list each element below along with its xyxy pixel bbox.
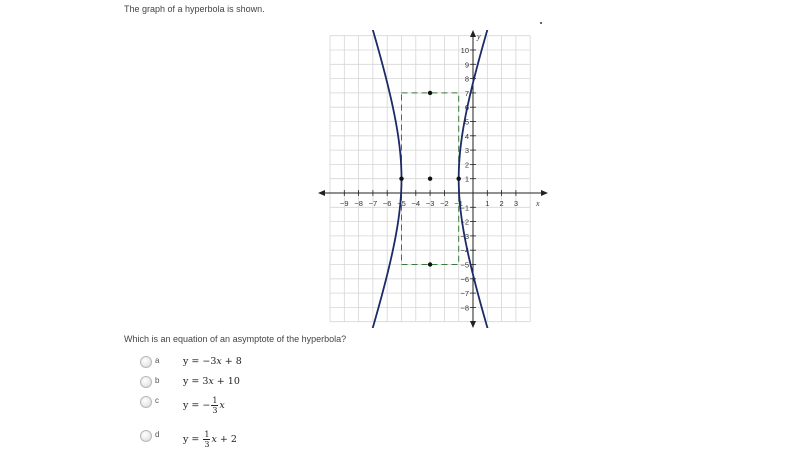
data-point (428, 262, 432, 266)
choice-d-radio[interactable] (140, 430, 152, 442)
choice-c-fraction: $\frac{1}{3}$ (212, 396, 218, 415)
y-tick-label: −8 (460, 303, 469, 313)
y-axis-arrow-up (470, 30, 476, 37)
x-tick-label: −6 (382, 199, 392, 208)
y-tick-label: 8 (464, 74, 469, 84)
x-tick-label: −8 (354, 199, 363, 208)
choice-d-equation: y = $\frac{1}{3}$ x + 2 (183, 430, 237, 449)
prompt-text: The graph of a hyperbola is shown. (124, 4, 265, 14)
data-point (428, 91, 432, 95)
x-tick-label: −4 (411, 199, 421, 208)
x-tick-label: 1 (485, 199, 490, 208)
x-axis-label: x (536, 199, 540, 208)
y-tick-label: 7 (464, 88, 469, 98)
y-tick-label: −6 (460, 274, 469, 284)
x-tick-label: 3 (513, 199, 518, 208)
y-tick-label: 10 (460, 46, 469, 55)
x-tick-label: 2 (499, 199, 504, 208)
hyperbola-graph (318, 30, 558, 328)
choice-a-equation: y = −3x + 8 (183, 356, 242, 367)
choice-d-letter: d (155, 430, 160, 439)
y-tick-label: −3 (460, 231, 469, 241)
y-tick-label: −5 (460, 260, 469, 270)
x-tick-label: −1 (454, 199, 463, 208)
y-tick-label: −2 (460, 217, 469, 227)
y-tick-label: 9 (464, 60, 469, 70)
y-tick-label: 1 (464, 174, 469, 184)
x-tick-label: −7 (368, 199, 378, 208)
y-tick-label: 3 (464, 146, 469, 156)
choice-d-fraction: $\frac{1}{3}$ (204, 430, 210, 449)
choice-c-radio[interactable] (140, 396, 152, 408)
x-tick-label: −2 (440, 199, 449, 208)
y-tick-label: 6 (464, 103, 469, 113)
y-tick-label: −7 (460, 289, 469, 299)
choice-b-letter: b (155, 376, 160, 385)
data-point (428, 177, 432, 181)
choice-c-letter: c (155, 396, 159, 405)
y-axis-label: y (477, 32, 481, 41)
x-tick-label: −9 (340, 199, 349, 208)
y-axis-arrow-down (470, 321, 476, 328)
x-axis-arrow-right (541, 190, 548, 196)
y-tick-label: −1 (460, 203, 469, 213)
x-tick-label: −3 (425, 199, 435, 208)
data-point (457, 177, 461, 181)
choice-a-radio[interactable] (140, 356, 152, 368)
y-tick-label: 2 (464, 160, 469, 170)
y-tick-label: −4 (460, 246, 469, 256)
question-text: Which is an equation of an asymptote of the hyperbola? (124, 334, 347, 344)
y-tick-label: 5 (464, 117, 469, 127)
x-tick-label: −5 (397, 199, 406, 208)
choice-a-letter: a (155, 356, 160, 365)
choice-c-equation: y = − $\frac{1}{3}$ x (183, 396, 225, 415)
y-tick-label: 4 (464, 131, 469, 141)
data-point (399, 177, 403, 181)
choice-b-equation: y = 3x + 10 (183, 376, 240, 387)
x-axis-arrow-left (318, 190, 325, 196)
choice-b-radio[interactable] (140, 376, 152, 388)
stray-mark (540, 22, 542, 24)
